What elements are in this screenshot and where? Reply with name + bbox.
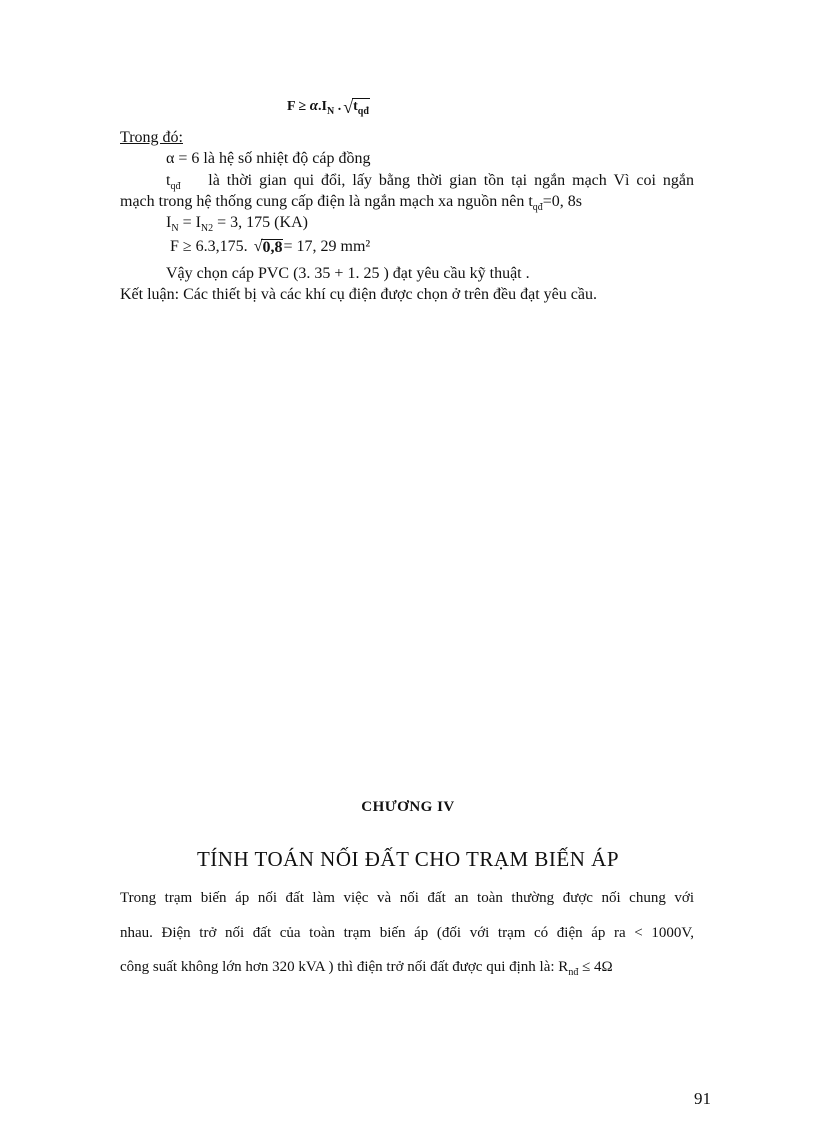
formula-sqrt bbox=[341, 97, 370, 117]
paragraph-line1: Trong trạm biến áp nối đất làm việc và nối đất an toàn thường được nối chung với bbox=[120, 890, 694, 906]
formula-lhs: F ≥ bbox=[287, 99, 310, 114]
formula-alpha: α bbox=[309, 98, 319, 114]
sqrt-icon: √ bbox=[253, 238, 263, 256]
paragraph-line2: nhau. Điện trở nối đất của toàn trạm biến áp (đối với trạm có điện áp ra < 1000V, bbox=[120, 925, 694, 941]
cable-selection: Vậy chọn cáp PVC (3. 35 + 1. 25 ) đạt yêu cầu kỹ thuật . bbox=[166, 265, 530, 282]
conclusion: Kết luận: Các thiết bị và các khí cụ điện được chọn ở trên đều đạt yêu cầu. bbox=[120, 286, 597, 303]
chapter-title: TÍNH TOÁN NỐI ĐẤT CHO TRẠM BIẾN ÁP bbox=[196, 847, 620, 871]
tqd-definition-line2: mạch trong hệ thống cung cấp điện là ngắn mạch xa nguồn nên $t_{qđ}=0$, 8s bbox=[120, 193, 583, 213]
tqd-symbol: $t_{qđ}$ bbox=[166, 172, 181, 192]
where-heading: Trong đó: bbox=[120, 129, 183, 146]
formula-radicand: $t_{qđ}$ bbox=[353, 99, 369, 118]
cross-section-calculation: F ≥ 6.3,175. √0,8= 17, 29 mm² bbox=[170, 238, 371, 256]
alpha-definition: α = 6 là hệ số nhiệt độ cáp đồng bbox=[166, 150, 371, 167]
sqrt-icon: √ bbox=[343, 96, 354, 117]
formula-current: .I bbox=[318, 99, 327, 114]
tqd-text: là thời gian qui đổi, lấy bằng thời gian tồn tại ngắn mạch Vì coi ngắn bbox=[208, 172, 694, 189]
formula-cross-section bbox=[287, 96, 370, 117]
calc-sqrt: √0,8 bbox=[253, 238, 283, 256]
chapter-heading: CHƯƠNG IV bbox=[361, 799, 455, 815]
tqd-definition-line1 bbox=[166, 171, 694, 191]
page-number: 91 bbox=[694, 1089, 711, 1108]
paragraph-line3: công suất không lớn hơn 320 kVA ) thì điện trở nối đất được qui định là: $R_{nđ} \le 4\Omega$ bbox=[120, 959, 613, 978]
formula-dot: . bbox=[334, 99, 342, 114]
formula-current-sub: N bbox=[326, 106, 335, 117]
short-circuit-current: $I_N = I_{N2} = 3$, 175 (KA) bbox=[166, 214, 308, 234]
